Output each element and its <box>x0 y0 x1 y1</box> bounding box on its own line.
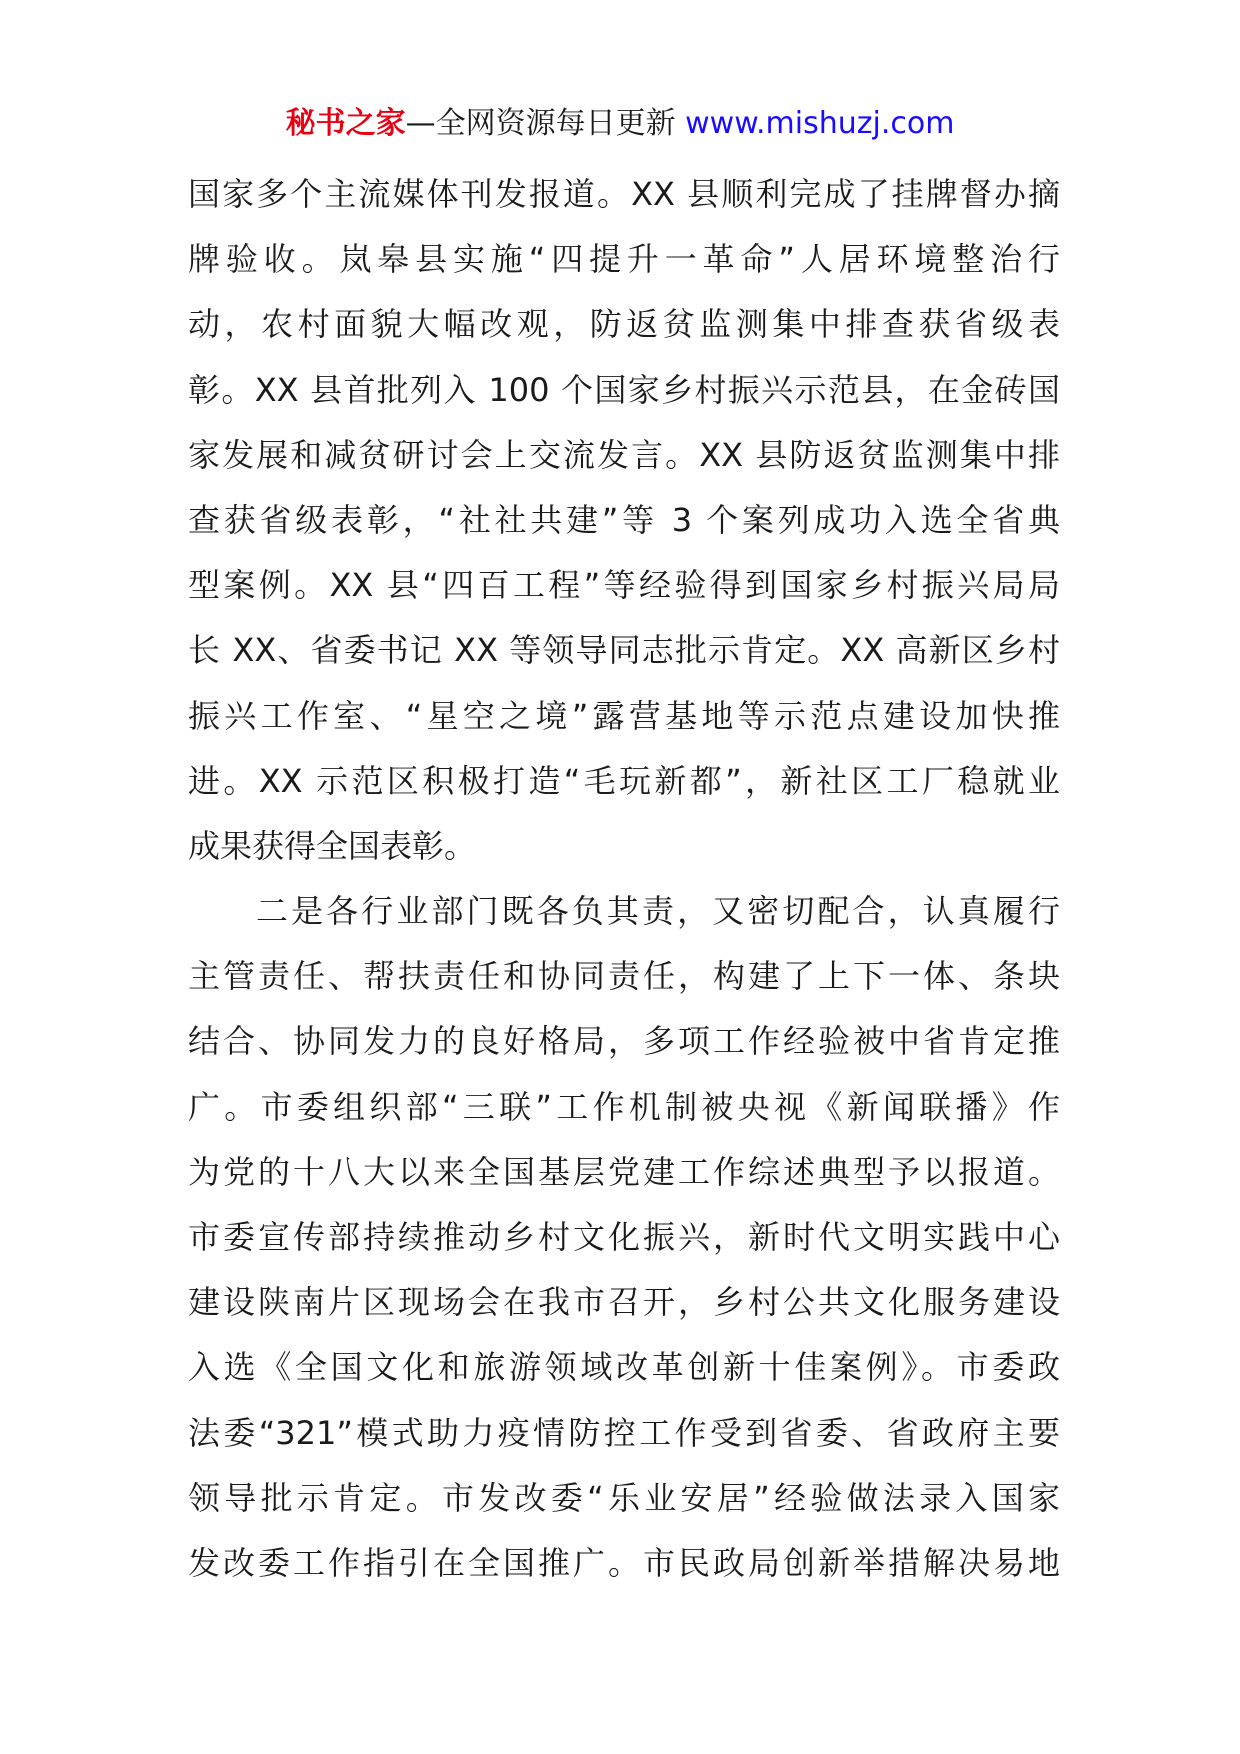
text-line: 牌验收。岚皋县实施“四提升一革命”人居环境整治行 <box>188 240 1060 279</box>
text-line: 主管责任、帮扶责任和协同责任，构建了上下一体、条块 <box>188 957 1060 996</box>
document-body <box>188 162 1060 1596</box>
text-line: 振兴工作室、“星空之境”露营基地等示范点建设加快推 <box>188 696 1060 735</box>
text-line: 成果获得全国表彰。 <box>188 826 477 865</box>
header-url[interactable]: www.mishuzj.com <box>685 106 955 141</box>
text-line: 国家多个主流媒体刊发报道。XX 县顺利完成了挂牌督办摘 <box>188 175 1060 213</box>
text-line: 进。XX 示范区积极打造“毛玩新都”，新社区工厂稳就业 <box>188 761 1060 800</box>
text-line: 市委宣传部持续推动乡村文化振兴，新时代文明实践中心 <box>188 1218 1060 1256</box>
page-header <box>0 100 1240 148</box>
header-brand: 秘书之家 <box>285 106 406 141</box>
text-line: 发改委工作指引在全国推广。市民政局创新举措解决易地 <box>188 1543 1060 1582</box>
header-tagline: —全网资源每日更新 <box>405 106 676 141</box>
text-line: 动，农村面貌大幅改观，防返贫监测集中排查获省级表 <box>188 305 1060 344</box>
text-line: 广。市委组织部“三联”工作机制被央视《新闻联播》作 <box>188 1087 1060 1126</box>
text-line: 彰。XX 县首批列入 100 个国家乡村振兴示范县，在金砖国 <box>188 370 1060 409</box>
text-line: 查获省级表彰，“社社共建”等 3 个案列成功入选全省典 <box>188 500 1060 539</box>
text-line: 建设陕南片区现场会在我市召开，乡村公共文化服务建设 <box>188 1283 1060 1322</box>
text-line: 法委“321”模式助力疫情防控工作受到省委、省政府主要 <box>188 1413 1060 1452</box>
text-line: 结合、协同发力的良好格局，多项工作经验被中省肯定推 <box>188 1022 1060 1061</box>
text-line: 型案例。XX 县“四百工程”等经验得到国家乡村振兴局局 <box>188 566 1060 605</box>
text-line: 为党的十八大以来全国基层党建工作综述典型予以报道。 <box>188 1152 1060 1191</box>
text-line: 领导批示肯定。市发改委“乐业安居”经验做法录入国家 <box>188 1478 1060 1517</box>
text-line: 长 XX、省委书记 XX 等领导同志批示肯定。XX 高新区乡村 <box>188 631 1060 670</box>
text-line: 二是各行业部门既各负其责，又密切配合，认真履行 <box>256 892 1060 931</box>
text-line: 家发展和减贫研讨会上交流发言。XX 县防返贫监测集中排 <box>188 435 1060 474</box>
text-line: 入选《全国文化和旅游领域改革创新十佳案例》。市委政 <box>188 1348 1060 1387</box>
